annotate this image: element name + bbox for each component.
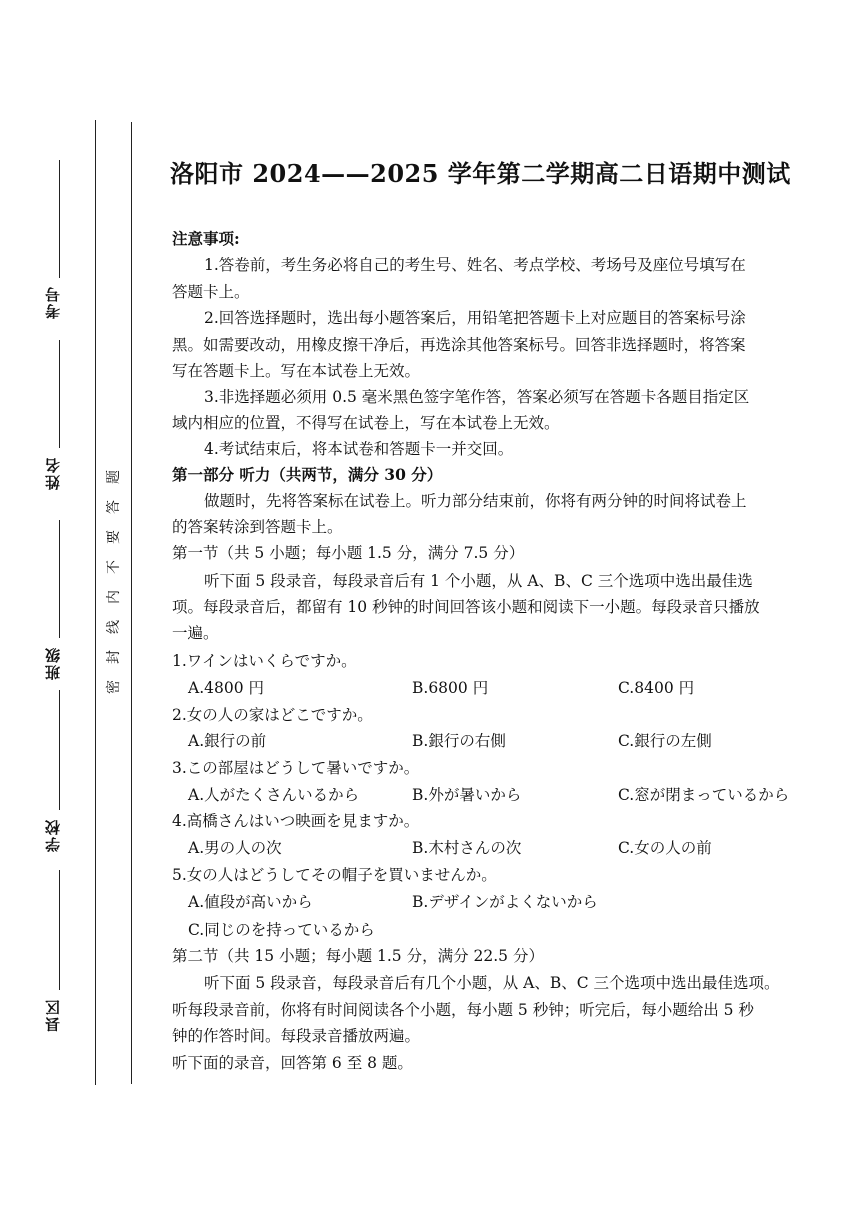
section2-heading: 第二节（共 15 小题；每小题 1.5 分，满分 22.5 分） <box>172 947 544 965</box>
field-name[interactable] <box>40 340 80 520</box>
option-a[interactable]: A.4800 円 <box>188 679 264 697</box>
notes-line: 1.答卷前，考生务必将自己的考生号、姓名、考点学校、考场号及座位号填写在 <box>204 256 746 274</box>
school-label: 学校 <box>44 818 62 852</box>
notes-line: 答题卡上。 <box>172 283 250 301</box>
option-b[interactable]: B.木村さんの次 <box>412 839 522 857</box>
class-label: 班级 <box>44 646 62 680</box>
notes-line: 写在答题卡上。写在本试卷上无效。 <box>172 362 421 380</box>
option-c[interactable]: C.同じのを持っているから <box>188 921 375 939</box>
name-label: 姓名 <box>44 456 62 490</box>
binding-line-outer <box>95 120 96 1085</box>
option-c[interactable]: C.8400 円 <box>618 679 695 697</box>
seal-char: 密 <box>106 680 122 694</box>
option-a[interactable]: A.値段が高いから <box>188 893 313 911</box>
section2-instruction: 听下面 5 段录音，每段录音后有几个小题，从 A、B、C 三个选项中选出最佳选项。 <box>204 974 780 992</box>
section2-instruction: 听每段录音前，你将有时间阅读各个小题，每小题 5 秒钟；听完后，每小题给出 5 秒 <box>172 1001 754 1019</box>
option-a[interactable]: A.人がたくさんいるから <box>188 786 360 804</box>
seal-char: 线 <box>106 620 122 634</box>
notes-line: 3.非选择题必须用 0.5 毫米黑色签字笔作答，答案必须写在答题卡各题目指定区 <box>204 388 750 406</box>
option-c[interactable]: C.窓が閉まっているから <box>618 786 790 804</box>
question-5: 5.女の人はどうしてその帽子を買いませんか。 <box>172 866 497 884</box>
exam-number-label: 考号 <box>44 285 62 319</box>
seal-char: 不 <box>106 560 122 574</box>
section1-instruction: 一遍。 <box>172 624 219 642</box>
option-c[interactable]: C.女の人の前 <box>618 839 712 857</box>
exam-title: 洛阳市 2024——2025 学年第二学期高二日语期中测试 <box>170 159 791 188</box>
option-b[interactable]: B.外が暑いから <box>412 786 522 804</box>
question-3: 3.この部屋はどうして暑いですか。 <box>172 759 420 777</box>
seal-line-notice <box>102 470 126 694</box>
question-1: 1.ワインはいくらですか。 <box>172 652 357 670</box>
field-exam-number[interactable] <box>40 160 80 350</box>
seal-char: 要 <box>106 530 122 544</box>
notes-line: 黑。如需要改动，用橡皮擦干净后，再选涂其他答案标号。回答非选择题时，将答案 <box>172 336 746 354</box>
part1-intro: 的答案转涂到答题卡上。 <box>172 518 343 536</box>
section1-instruction: 项。每段录音后，都留有 10 秒钟的时间回答该小题和阅读下一小题。每段录音只播放 <box>172 598 760 616</box>
district-write-line <box>59 870 60 990</box>
section2-instruction: 钟的作答时间。每段录音播放两遍。 <box>172 1027 421 1045</box>
section1-heading: 第一节（共 5 小题；每小题 1.5 分，满分 7.5 分） <box>172 544 525 562</box>
school-write-line <box>59 690 60 810</box>
option-b[interactable]: B.デザインがよくないから <box>412 893 598 911</box>
seal-char: 答 <box>106 500 122 514</box>
listen-prompt: 听下面的录音，回答第 6 至 8 题。 <box>172 1054 413 1072</box>
option-c[interactable]: C.銀行の左側 <box>618 732 712 750</box>
class-write-line <box>59 520 60 638</box>
field-district[interactable] <box>40 870 80 1050</box>
exam-number-write-line <box>59 160 60 278</box>
question-4: 4.高橋さんはいつ映画を見ますか。 <box>172 812 420 830</box>
name-write-line <box>59 340 60 448</box>
field-class[interactable] <box>40 520 80 690</box>
option-b[interactable]: B.銀行の右側 <box>412 732 506 750</box>
notes-line: 2.回答选择题时，选出每小题答案后，用铅笔把答题卡上对应题目的答案标号涂 <box>204 309 746 327</box>
seal-char: 内 <box>106 590 122 604</box>
part1-intro: 做题时，先将答案标在试卷上。听力部分结束前，你将有两分钟的时间将试卷上 <box>204 492 747 510</box>
binding-line-inner <box>131 122 132 1084</box>
part1-heading: 第一部分 听力（共两节，满分 30 分） <box>172 465 443 484</box>
section1-instruction: 听下面 5 段录音，每段录音后有 1 个小题，从 A、B、C 三个选项中选出最佳选 <box>204 572 753 590</box>
notes-heading: 注意事项: <box>172 229 240 248</box>
seal-char: 题 <box>106 470 122 484</box>
notes-line: 域内相应的位置，不得写在试卷上，写在本试卷上无效。 <box>172 414 560 432</box>
seal-char: 封 <box>106 650 122 664</box>
notes-line: 4.考试结束后，将本试卷和答题卡一并交回。 <box>204 440 514 458</box>
option-b[interactable]: B.6800 円 <box>412 679 489 697</box>
field-school[interactable] <box>40 690 80 870</box>
district-label: 县区 <box>44 998 62 1032</box>
option-a[interactable]: A.銀行の前 <box>188 732 267 750</box>
question-2: 2.女の人の家はどこですか。 <box>172 706 373 724</box>
option-a[interactable]: A.男の人の次 <box>188 839 282 857</box>
